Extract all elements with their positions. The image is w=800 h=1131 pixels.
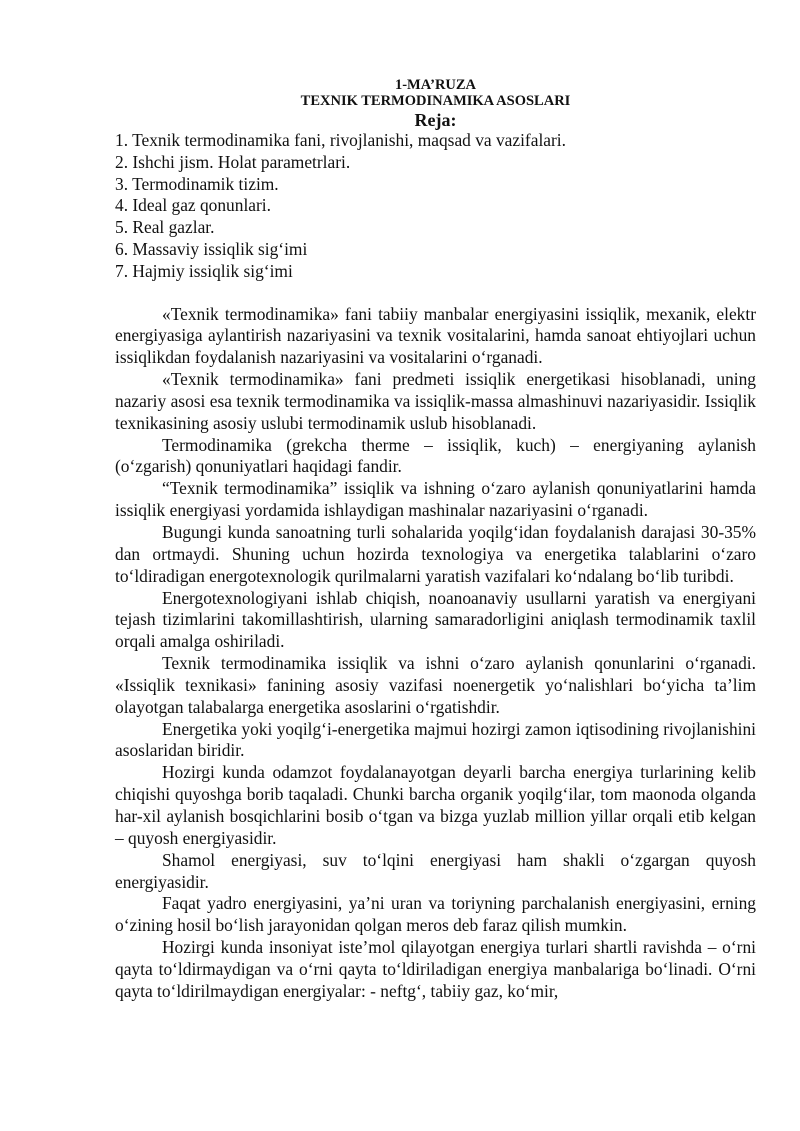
plan-item: 1. Texnik termodinamika fani, rivojlanishi, maqsad va vazifalari. bbox=[115, 130, 566, 150]
plan-heading: Reja: bbox=[414, 110, 457, 130]
paragraph: Energotexnologiyani ishlab chiqish, noanoanaviy usullarni yaratish va energiyani tejash tizimlarini takomillashtirish, ularning samaradorligini aniqlash termodinamik taxlil orqali amalga oshiriladi. bbox=[115, 587, 756, 652]
paragraph: Termodinamika (grekcha therme – issiqlik, kuch) – energiyaning aylanish (o‘zgarish) qonuniyatlari haqidagi fandir. bbox=[115, 434, 756, 477]
paragraph: Hozirgi kunda odamzot foydalanayotgan deyarli barcha energiya turlarining kelib chiqishi quyoshga borib taqaladi. Chunki barcha organik yoqilg‘ilar, tom maonoda olganda har-xil aylanish bosqichlarini bosib o‘tgan va bizga yuzlab million yillar orqali etib kelgan – quyosh energiyasidir. bbox=[115, 762, 756, 848]
paragraph: Bugungi kunda sanoatning turli sohalarida yoqilg‘idan foydalanish darajasi 30-35% dan ortmaydi. Shuning uchun hozirda texnologiya va energetika talablarini o‘zaro to‘ldiradigan energotexnologik qurilmalarni yaratish vazifalari ko‘ndalang bo‘lib turibdi. bbox=[115, 522, 756, 586]
plan-item: 3. Termodinamik tizim. bbox=[115, 173, 279, 194]
lecture-title: TEXNIK TERMODINAMIKA ASOSLARI bbox=[300, 93, 571, 109]
plan-list bbox=[115, 130, 756, 283]
paragraph: Faqat yadro energiyasini, ya’ni uran va toriyning parchalanish energiyasini, erning o‘zining hosil bo‘lish jarayonidan qolgan meros deb faraz qilish mumkin. bbox=[115, 893, 756, 936]
paragraph: Texnik termodinamika issiqlik va ishni o‘zaro aylanish qonunlarini o‘rganadi. «Issiqlik texnikasi» fanining asosiy vazifasi noenergetik yo‘nalishlari bo‘yicha ta’lim olayotgan talabalarga energetika asoslarini o‘rgatishdir. bbox=[115, 653, 756, 717]
plan-item: 6. Massaviy issiqlik sig‘imi bbox=[115, 238, 308, 259]
paragraph: «Texnik termodinamika» fani tabiiy manbalar energiyasini issiqlik, mexanik, elektr energiyasiga aylantirish nazariyasini va texnik vositalarini, hamda sanoat ehtiyojlari uchun issiqlikdan foydalanish nazariyasini va vositalarini o‘rganadi. bbox=[115, 303, 756, 368]
document-page bbox=[115, 77, 756, 1003]
lecture-body bbox=[115, 304, 756, 1003]
paragraph: Energetika yoki yoqilg‘i-energetika majmui hozirgi zamon iqtisodining rivojlanishini asoslaridan biridir. bbox=[115, 718, 756, 761]
plan-item: 2. Ishchi jism. Holat parametrlari. bbox=[115, 151, 351, 172]
lecture-number: 1-MA’RUZA bbox=[394, 77, 477, 93]
plan-item: 4. Ideal gaz qonunlari. bbox=[115, 195, 271, 216]
paragraph: «Texnik termodinamika» fani predmeti issiqlik energetikasi hisoblanadi, uning nazariy asosi esa texnik termodinamika va issiqlik-massa almashinuvi nazariyasidir. Issiqlik texnikasining asosiy uslubi termodinamik uslub hisoblanadi. bbox=[115, 369, 756, 433]
plan-item: 5. Real gazlar. bbox=[115, 217, 215, 238]
paragraph: “Texnik termodinamika” issiqlik va ishning o‘zaro aylanish qonuniyatlarini hamda issiqlik energiyasi yordamida ishlaydigan mashinalar nazariyasini o‘rganadi. bbox=[115, 478, 756, 521]
paragraph: Shamol energiyasi, suv to‘lqini energiyasi ham shakli o‘zgargan quyosh energiyasidir. bbox=[115, 849, 756, 892]
paragraph: Hozirgi kunda insoniyat iste’mol qilayotgan energiya turlari shartli ravishda – o‘rni qayta to‘ldirmaydigan va o‘rni qayta to‘ldiriladigan energiya manbalariga bo‘linadi. O‘rni qayta to‘ldirilmaydigan energiyalar: - neftg‘, tabiiy gaz, ko‘mir, bbox=[115, 937, 756, 1001]
plan-item: 7. Hajmiy issiqlik sig‘imi bbox=[115, 260, 293, 281]
